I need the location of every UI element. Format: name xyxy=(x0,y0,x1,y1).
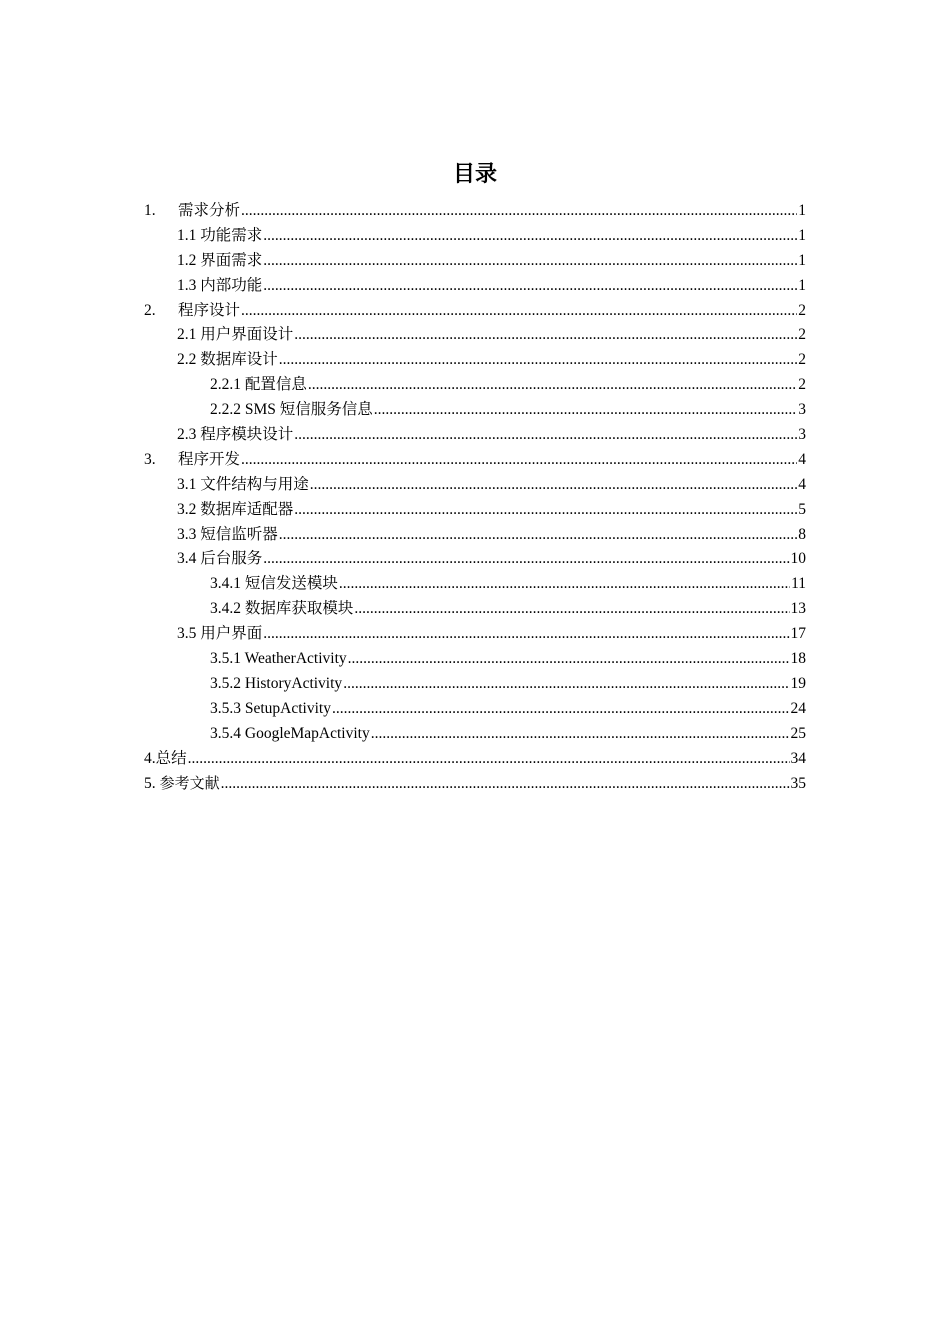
toc-entry-label: 3.3 短信监听器 xyxy=(177,525,278,543)
toc-entry[interactable] xyxy=(144,771,806,796)
toc-dot-leader xyxy=(279,348,797,373)
toc-dot-leader xyxy=(263,224,797,249)
toc-entry-label: 2.3 程序模块设计 xyxy=(177,426,294,444)
toc-page-number: 11 xyxy=(791,575,806,593)
toc-page-number: 25 xyxy=(790,724,806,742)
toc-entry[interactable] xyxy=(144,722,806,747)
toc-page-number: 4 xyxy=(798,450,806,468)
toc-entry-label: 1.2 界面需求 xyxy=(177,251,263,269)
toc-entry-label: 程序开发 xyxy=(178,450,241,468)
toc-entry-label: 3.4.2 数据库获取模块 xyxy=(210,600,354,618)
toc-dot-leader xyxy=(374,398,797,423)
toc-entry-label: 2.2.2 SMS 短信服务信息 xyxy=(210,401,373,419)
toc-entry-label: 3.5.2 HistoryActivity xyxy=(210,674,343,692)
toc-entry-label: 4.总结 xyxy=(144,749,187,767)
toc-dot-leader xyxy=(308,373,797,398)
toc-entry[interactable] xyxy=(144,647,806,672)
toc-entry-label: 2.2.1 配置信息 xyxy=(210,376,307,394)
toc-entry-label: 3.4 后台服务 xyxy=(177,550,263,568)
toc-entry[interactable] xyxy=(144,274,806,299)
toc-entry[interactable] xyxy=(144,498,806,523)
toc-page-number: 10 xyxy=(790,550,806,568)
toc-page-number: 4 xyxy=(798,475,806,493)
toc-dot-leader xyxy=(294,323,797,348)
toc-page-number: 1 xyxy=(798,202,806,219)
toc-dot-leader xyxy=(339,572,790,597)
toc-entry[interactable] xyxy=(144,323,806,348)
toc-page-number: 13 xyxy=(790,600,806,618)
toc-page-number: 3 xyxy=(798,401,806,419)
toc-entry-number: 2. xyxy=(144,301,156,319)
toc-dot-leader xyxy=(310,473,797,498)
toc-entry[interactable] xyxy=(144,622,806,647)
toc-page-number: 18 xyxy=(790,650,806,668)
toc-entry[interactable] xyxy=(144,249,806,274)
toc-entry[interactable] xyxy=(144,348,806,373)
toc-dot-leader xyxy=(279,523,797,548)
toc-entry-number: 1. xyxy=(144,202,156,219)
toc-page-number: 5 xyxy=(798,500,806,518)
toc-entry[interactable] xyxy=(144,672,806,697)
toc-entry-label: 3.5.3 SetupActivity xyxy=(210,699,331,717)
toc-dot-leader xyxy=(343,672,789,697)
toc-page-number: 2 xyxy=(798,326,806,344)
toc-dot-leader xyxy=(263,547,789,572)
toc-entry[interactable] xyxy=(144,547,806,572)
toc-dot-leader xyxy=(241,199,797,224)
toc-dot-leader xyxy=(263,274,797,299)
toc-page-number: 1 xyxy=(798,276,806,294)
toc-dot-leader xyxy=(354,597,789,622)
toc-entry[interactable] xyxy=(144,523,806,548)
toc-entry[interactable] xyxy=(144,448,806,473)
toc-dot-leader xyxy=(332,697,790,722)
toc-title: 目录 xyxy=(452,162,497,187)
toc-dot-leader xyxy=(263,622,789,647)
toc-page-number: 35 xyxy=(790,775,806,793)
toc-entry[interactable] xyxy=(144,423,806,448)
toc-entry[interactable] xyxy=(144,473,806,498)
toc-page-number: 34 xyxy=(790,749,806,767)
toc-page-number: 2 xyxy=(798,376,806,394)
toc-entry-number: 3. xyxy=(144,450,156,468)
toc-entry-label: 3.4.1 短信发送模块 xyxy=(210,575,338,593)
toc-entry-label: 需求分析 xyxy=(178,202,241,219)
toc-entry-label: 1.3 内部功能 xyxy=(177,276,263,294)
toc-dot-leader xyxy=(263,249,797,274)
toc-entry-label: 1.1 功能需求 xyxy=(177,226,263,244)
toc-entry-label: 2.2 数据库设计 xyxy=(177,351,278,369)
toc-entry[interactable] xyxy=(144,747,806,772)
toc-dot-leader xyxy=(188,747,790,772)
toc-dot-leader xyxy=(221,772,790,797)
toc-list xyxy=(144,199,806,796)
toc-page-number: 1 xyxy=(798,226,806,244)
toc-entry[interactable] xyxy=(144,572,806,597)
toc-dot-leader xyxy=(241,448,797,473)
toc-dot-leader xyxy=(241,299,797,324)
toc-page-number: 17 xyxy=(790,625,806,643)
toc-dot-leader xyxy=(371,722,790,747)
toc-entry-number: 5. xyxy=(144,775,156,793)
toc-page-number: 2 xyxy=(798,351,806,369)
toc-entry-label: 参考文献 xyxy=(159,774,220,793)
toc-dot-leader xyxy=(294,498,797,523)
toc-entry[interactable] xyxy=(144,299,806,324)
toc-entry-label: 3.5.4 GoogleMapActivity xyxy=(210,724,370,742)
toc-page-number: 1 xyxy=(798,251,806,269)
toc-entry-label: 2.1 用户界面设计 xyxy=(177,326,294,344)
toc-entry-label: 程序设计 xyxy=(178,301,241,319)
toc-page-number: 3 xyxy=(798,426,806,444)
toc-page-number: 2 xyxy=(798,301,806,319)
toc-entry[interactable] xyxy=(144,199,806,224)
toc-entry[interactable] xyxy=(144,224,806,249)
toc-page-number: 19 xyxy=(790,674,806,692)
toc-entry-label: 3.1 文件结构与用途 xyxy=(177,475,309,493)
toc-entry-label: 3.5 用户界面 xyxy=(177,625,263,643)
toc-page-number: 8 xyxy=(798,525,806,543)
toc-entry[interactable] xyxy=(144,373,806,398)
toc-entry-label: 3.2 数据库适配器 xyxy=(177,500,294,518)
toc-dot-leader xyxy=(348,647,790,672)
toc-dot-leader xyxy=(294,423,797,448)
toc-entry-label: 3.5.1 WeatherActivity xyxy=(210,650,347,668)
toc-page-number: 24 xyxy=(790,699,806,717)
toc-entry[interactable] xyxy=(144,398,806,423)
toc-entry[interactable] xyxy=(144,697,806,722)
toc-entry[interactable] xyxy=(144,597,806,622)
